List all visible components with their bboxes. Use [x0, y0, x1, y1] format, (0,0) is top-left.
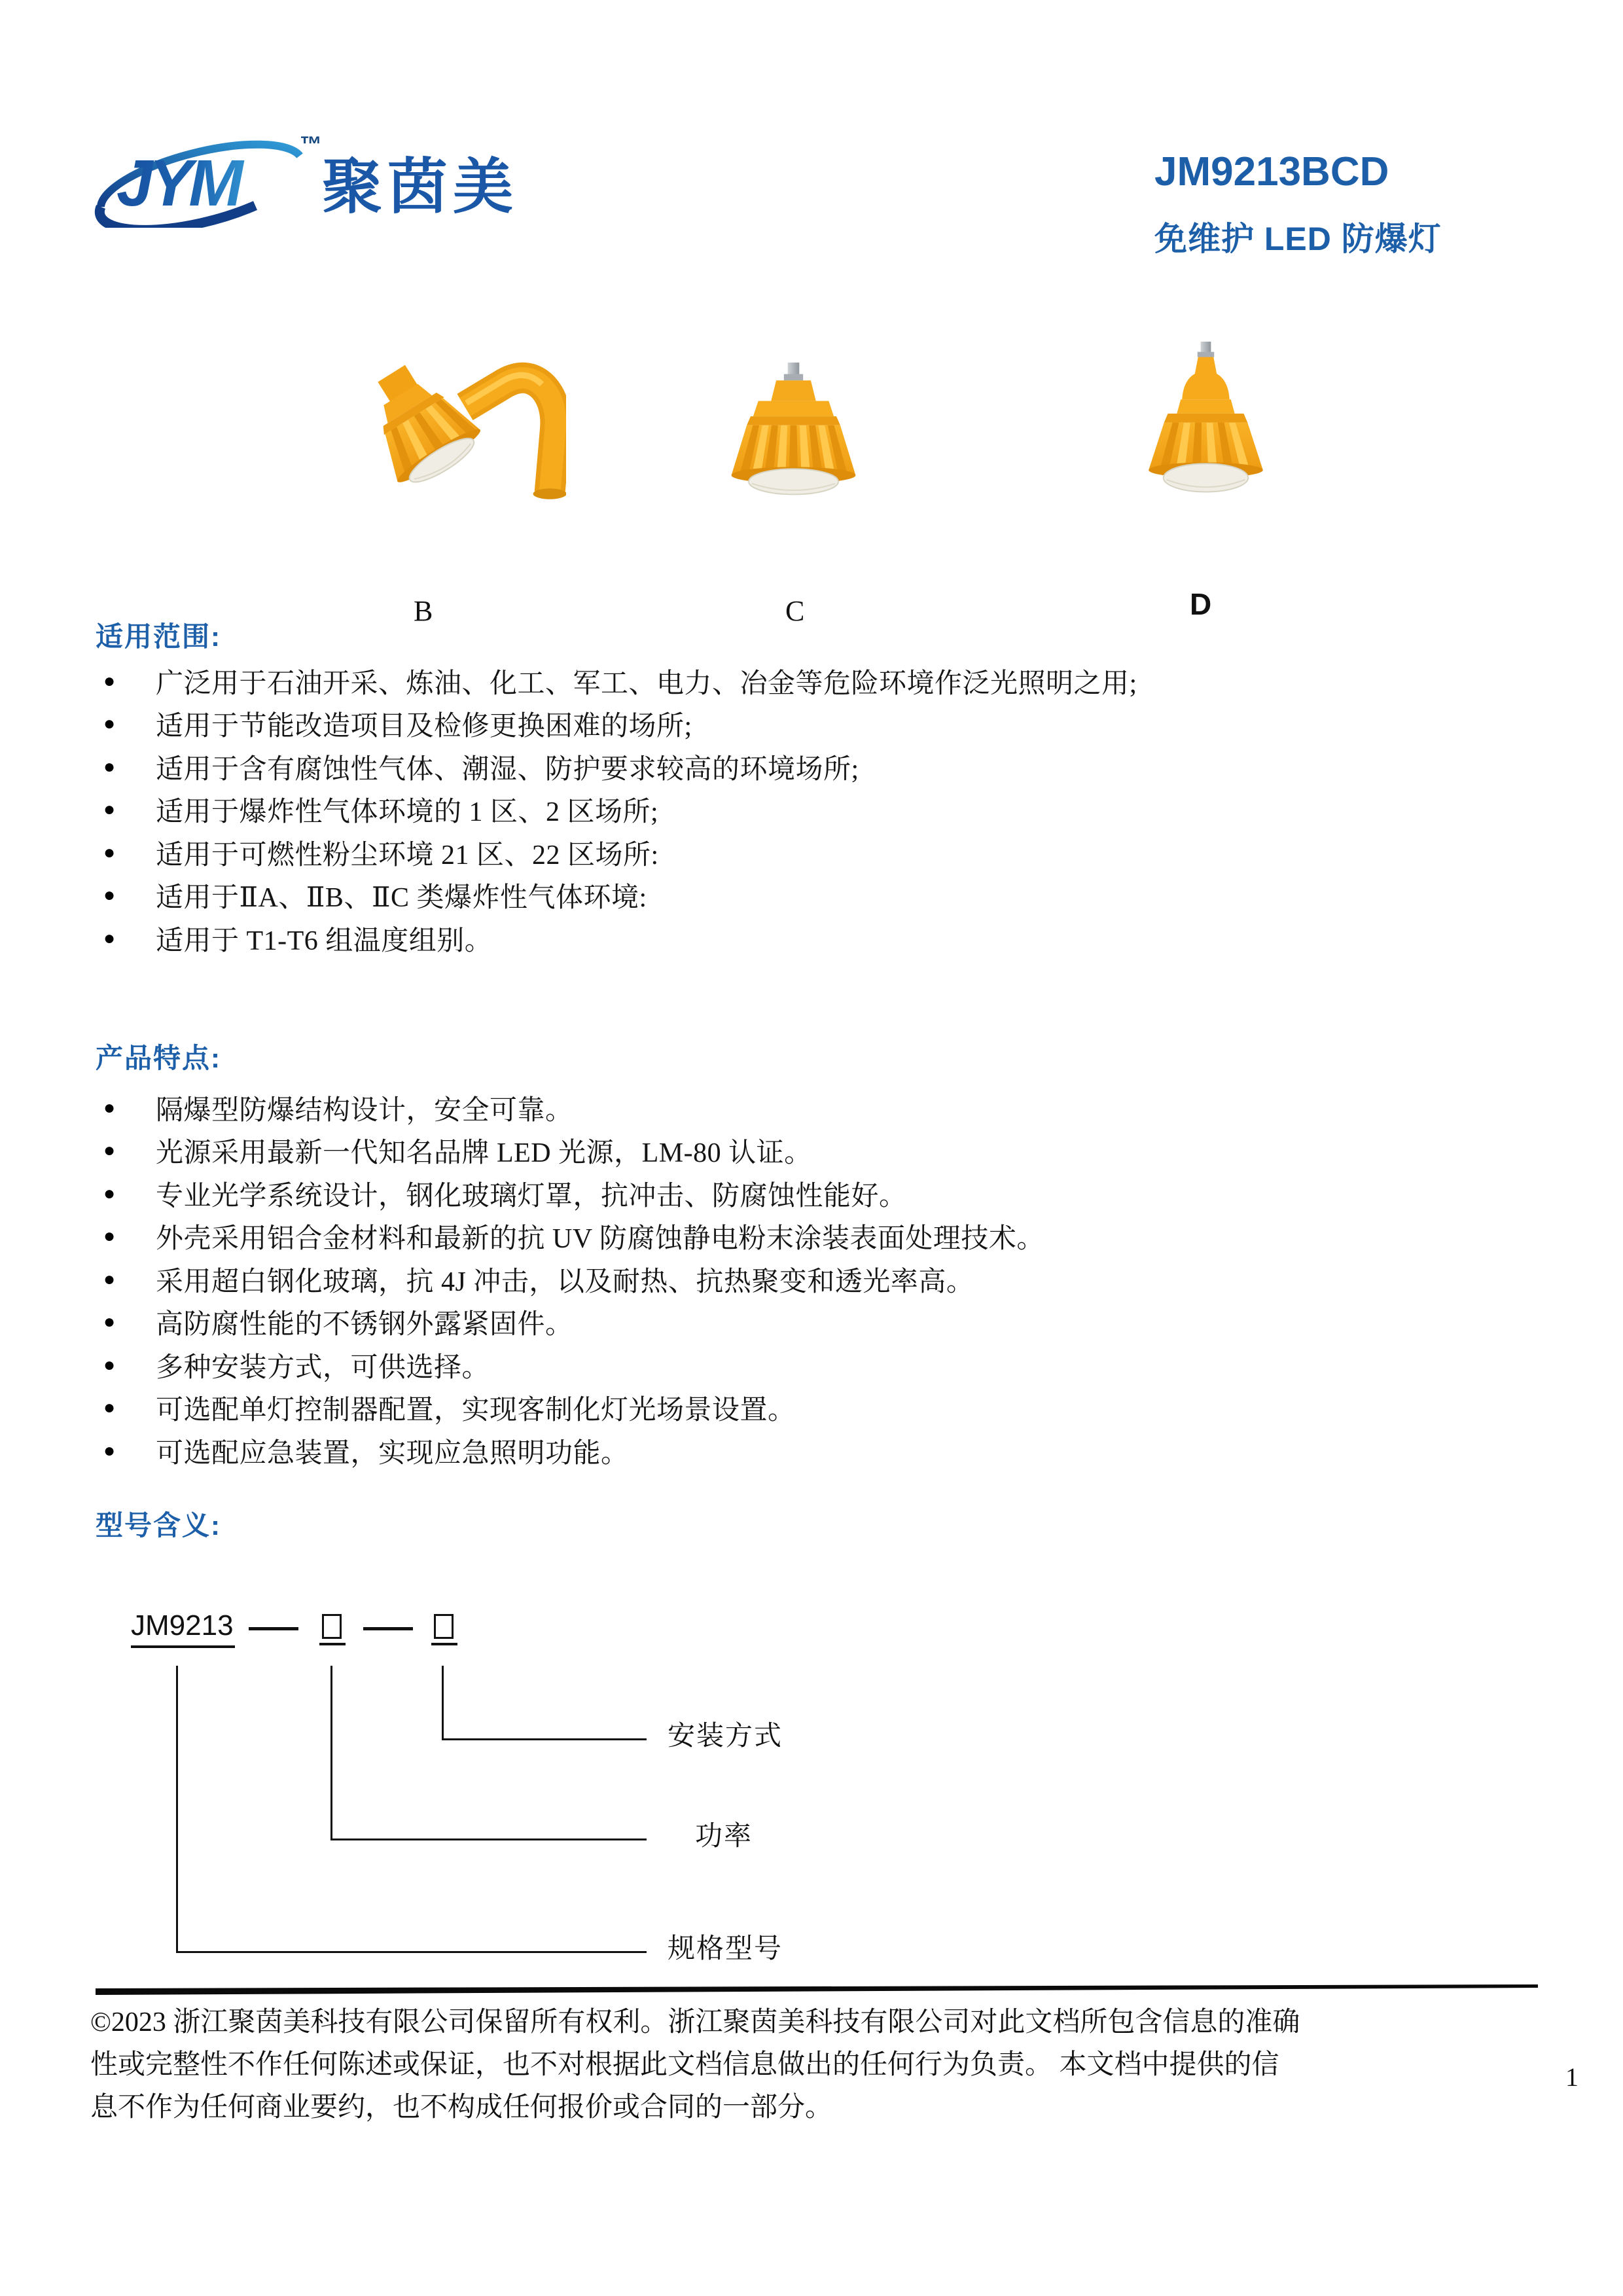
bullet-icon: ●: [103, 798, 116, 821]
product-image-c: [717, 360, 870, 507]
connector-line-power-vertical: [330, 1666, 332, 1840]
model-mount-box: [434, 1614, 454, 1639]
list-item: ● 可选配应急装置，实现应急照明功能。: [98, 1429, 1525, 1473]
product-subtitle: 免维护 LED 防爆灯: [1154, 221, 1442, 257]
section-title-model-meaning: 型号含义:: [96, 1510, 221, 1541]
logo-tm-mark: ™: [300, 132, 322, 157]
bullet-icon: ●: [103, 841, 116, 863]
product-image-d: [1135, 340, 1276, 511]
bullet-icon: ●: [103, 713, 116, 735]
bullet-icon: ●: [103, 1397, 116, 1419]
bullet-icon: ●: [103, 884, 116, 906]
dash-line: [363, 1627, 413, 1630]
model-base-code: JM9213: [131, 1611, 235, 1648]
connector-line-mount-horizontal: [442, 1738, 647, 1740]
product-label-c: C: [785, 595, 805, 627]
company-logo: [92, 130, 327, 228]
page-number: 1: [1565, 2062, 1578, 2092]
connector-line-power-horizontal: [330, 1839, 647, 1840]
bullet-icon: ●: [103, 1354, 116, 1376]
section-title-features: 产品特点:: [96, 1043, 221, 1073]
bullet-icon: ●: [103, 1096, 116, 1119]
dash-line: [249, 1627, 298, 1630]
list-item: ● 光源采用最新一代知名品牌 LED 光源，LM-80 认证。: [98, 1130, 1525, 1173]
footer-line: 息不作为任何商业要约，也不构成任何报价或合同的一部分。: [90, 2092, 833, 2123]
bullet-icon: ●: [103, 1311, 116, 1333]
bullet-icon: ●: [103, 1182, 116, 1204]
diagram-label-spec: 规格型号: [668, 1934, 783, 1964]
connector-line-spec-horizontal: [176, 1951, 647, 1953]
scope-list: [98, 660, 1525, 960]
product-label-d: D: [1190, 587, 1212, 621]
footer-line: 性或完整性不作任何陈述或保证，也不对根据此文档信息做出的任何行为负责。 本文档中提供的信: [90, 2050, 1279, 2080]
model-mount-box-underline: [431, 1643, 457, 1645]
list-item: ● 高防腐性能的不锈钢外露紧固件。: [98, 1301, 1525, 1344]
model-power-box: [322, 1614, 342, 1639]
product-model-title: JM9213BCD: [1154, 149, 1389, 194]
bullet-icon: ●: [103, 1225, 116, 1247]
bullet-icon: ●: [103, 755, 116, 778]
list-item: ● 多种安装方式，可供选择。: [98, 1344, 1525, 1387]
list-item: ● 采用超白钢化玻璃，抗 4J 冲击，以及耐热、抗热聚变和透光率高。: [98, 1258, 1525, 1301]
list-item: ● 适用于可燃性粉尘环境 21 区、22 区场所:: [98, 831, 1525, 874]
list-item: ● 适用于爆炸性气体环境的 1 区、2 区场所;: [98, 789, 1525, 832]
logo-mark-text: JYM: [116, 147, 240, 220]
diagram-label-mount: 安装方式: [668, 1721, 783, 1751]
footer-divider-rule: [96, 1983, 1539, 1996]
section-title-scope: 适用范围:: [96, 621, 221, 652]
list-item: ● 专业光学系统设计，钢化玻璃灯罩，抗冲击、防腐蚀性能好。: [98, 1172, 1525, 1215]
bullet-icon: ●: [103, 1439, 116, 1462]
mount-bolt: [788, 363, 800, 376]
list-item: ● 适用于 T1-T6 组温度组别。: [98, 917, 1525, 960]
bullet-icon: ●: [103, 1139, 116, 1162]
list-item: ● 隔爆型防爆结构设计，安全可靠。: [98, 1086, 1525, 1130]
list-item: ● 外壳采用铝合金材料和最新的抗 UV 防腐蚀静电粉末涂装表面处理技术。: [98, 1215, 1525, 1259]
product-image-b: [330, 346, 566, 509]
bullet-icon: ●: [103, 670, 116, 692]
mount-bolt: [1201, 342, 1211, 353]
product-label-b: B: [414, 595, 433, 627]
connector-line-mount-vertical: [442, 1666, 444, 1740]
list-item: ● 适用于含有腐蚀性气体、潮湿、防护要求较高的环境场所;: [98, 745, 1525, 789]
model-power-box-underline: [319, 1643, 346, 1645]
footer-line: ©2023 浙江聚茵美科技有限公司保留所有权利。浙江聚茵美科技有限公司对此文档所包含信息的准确: [90, 2007, 1300, 2037]
list-item: ● 可选配单灯控制器配置，实现客制化灯光场景设置。: [98, 1387, 1525, 1430]
list-item: ● 适用于节能改造项目及检修更换困难的场所;: [98, 703, 1525, 746]
list-item: ● 广泛用于石油开采、炼油、化工、军工、电力、冶金等危险环境作泛光照明之用;: [98, 660, 1525, 703]
bullet-icon: ●: [103, 1268, 116, 1290]
connector-line-spec-vertical: [176, 1666, 178, 1953]
footer-legal-text: [90, 2001, 1556, 2129]
logo-company-name: 聚茵美: [322, 154, 519, 221]
bullet-icon: ●: [103, 927, 116, 949]
list-item: ● 适用于ⅡA、ⅡB、ⅡC 类爆炸性气体环境:: [98, 874, 1525, 918]
diagram-label-power: 功率: [695, 1821, 753, 1852]
features-list: [98, 1086, 1525, 1473]
